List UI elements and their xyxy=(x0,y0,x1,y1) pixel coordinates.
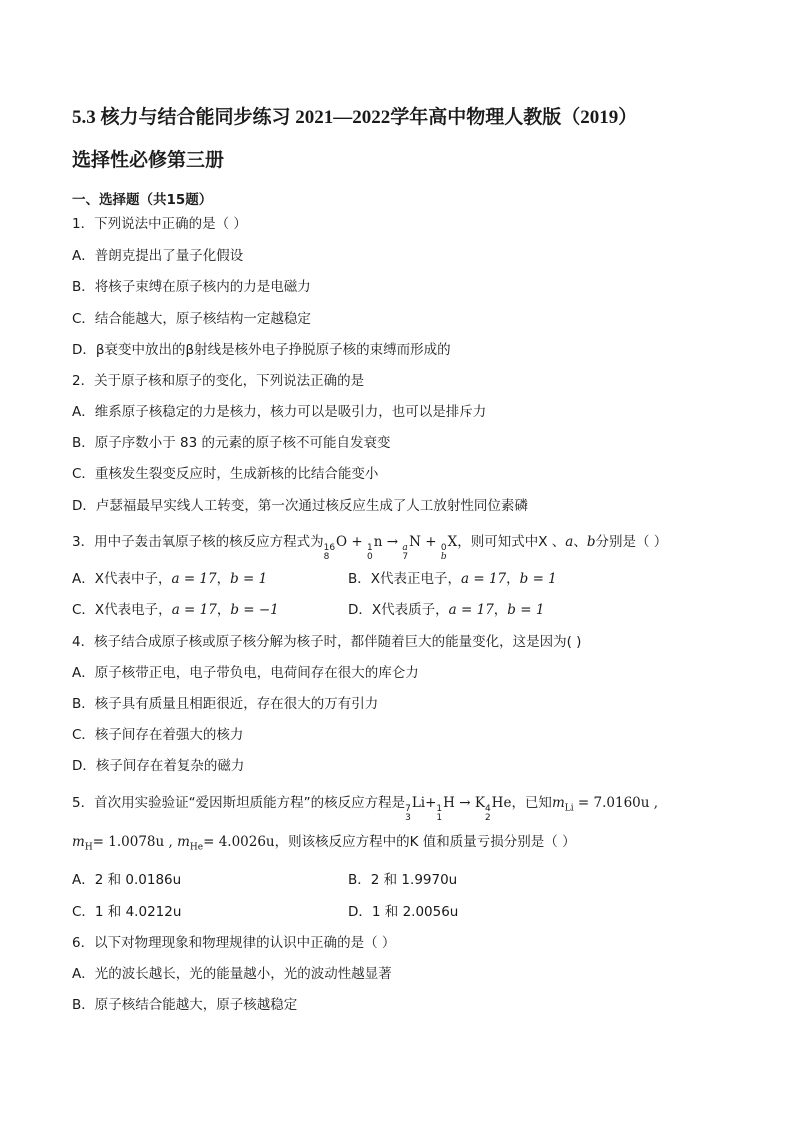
q1-option-b[interactable]: B．将核子束缚在原子核内的力是电磁力 xyxy=(72,279,311,295)
question-3-stem: 3．用中子轰击氧原子核的核反应方程式为 16 8 O + 1 0 n → a 7 N + 0 b X，则可知式中X 、a、b分别是（ ） xyxy=(72,534,668,562)
q1-option-c[interactable]: C．结合能越大，原子核结构一定越稳定 xyxy=(72,311,311,327)
q3-option-d[interactable]: D．X代表质子，a = 17，b = 1 xyxy=(348,602,545,618)
q5-option-b[interactable]: B．2 和 1.9970u xyxy=(348,872,458,888)
x-nuclide: 0 b xyxy=(440,543,447,562)
q4-option-b[interactable]: B．核子具有质量且相距很近，存在很大的万有引力 xyxy=(72,696,379,712)
q1-option-a[interactable]: A．普朗克提出了量子化假设 xyxy=(72,248,244,264)
q3-stem-end: 分别是（ ） xyxy=(595,534,668,550)
nitrogen-nuclide: a 7 xyxy=(402,543,409,562)
q3-option-c[interactable]: C．X代表电子，a = 17，b = −1 xyxy=(72,602,279,618)
helium-nuclide: 4 2 xyxy=(484,804,491,823)
hydrogen-nuclide: 1 1 xyxy=(436,804,443,823)
question-5-stem-line2: $m_H= 1.0078u$ , $m_{He}= 4.0026u$，则该核反应方程中的K 值和质量亏损分别是（ ） xyxy=(72,834,576,853)
q6-option-b[interactable]: B．原子核结合能越大，原子核越稳定 xyxy=(72,997,298,1013)
section-heading: 一、选择题（共15题） xyxy=(72,192,213,208)
q5-option-a[interactable]: A．2 和 0.0186u xyxy=(72,872,182,888)
q3-stem-pre: 3．用中子轰击氧原子核的核反应方程式为 xyxy=(72,534,324,550)
oxygen-nuclide: 16 8 xyxy=(323,543,336,562)
q5-option-d[interactable]: D．1 和 2.0056u xyxy=(348,904,459,920)
q6-option-a[interactable]: A．光的波长越长，光的能量越小，光的波动性越显著 xyxy=(72,966,392,982)
q1-option-d[interactable]: D．β衰变中放出的β射线是核外电子挣脱原子核的束缚而形成的 xyxy=(72,342,451,358)
q2-option-c[interactable]: C．重核发生裂变反应时，生成新核的比结合能变小 xyxy=(72,466,379,482)
q3-option-b[interactable]: B．X代表正电子，a = 17，b = 1 xyxy=(348,571,557,587)
question-5-stem: 5．首次用实验验证“爱因斯坦质能方程”的核反应方程是 7 3 Li+ 1 1 H → K 4 2 He，已知$m_{Li} = 7.0160u$ , xyxy=(72,795,659,823)
q4-option-d[interactable]: D．核子间存在着复杂的磁力 xyxy=(72,758,245,774)
page-title: 5.3 核力与结合能同步练习 2021—2022学年高中物理人教版（2019） xyxy=(72,107,638,128)
q2-option-b[interactable]: B．原子序数小于 83 的元素的原子核不可能自发衰变 xyxy=(72,435,391,451)
q3-var-a: a xyxy=(565,534,574,550)
q3-stem-post: ，则可知式中X 、 xyxy=(457,534,566,550)
question-6-stem: 6．以下对物理现象和物理规律的认识中正确的是（ ） xyxy=(72,935,396,951)
q4-option-c[interactable]: C．核子间存在着强大的核力 xyxy=(72,727,244,743)
question-2-stem: 2．关于原子核和原子的变化，下列说法正确的是 xyxy=(72,373,365,389)
q3-option-a[interactable]: A．X代表中子，a = 17，b = 1 xyxy=(72,571,268,587)
lithium-nuclide: 7 3 xyxy=(405,804,411,823)
q2-option-d[interactable]: D．卢瑟福最早实线人工转变，第一次通过核反应生成了人工放射性同位素磷 xyxy=(72,498,528,514)
q2-option-a[interactable]: A．维系原子核稳定的力是核力，核力可以是吸引力，也可以是排斥力 xyxy=(72,404,487,420)
question-4-stem: 4．核子结合成原子核或原子核分解为核子时，都伴随着巨大的能量变化，这是因为( ) xyxy=(72,634,582,650)
q4-option-a[interactable]: A．原子核带正电，电子带负电，电荷间存在很大的库仑力 xyxy=(72,665,419,681)
question-1-stem: 1．下列说法中正确的是（ ） xyxy=(72,216,247,232)
neutron-nuclide: 1 0 xyxy=(367,543,373,562)
page-title-line2: 选择性必修第三册 xyxy=(72,150,225,171)
q3-var-b: b xyxy=(586,534,596,550)
q5-option-c[interactable]: C．1 和 4.0212u xyxy=(72,904,182,920)
